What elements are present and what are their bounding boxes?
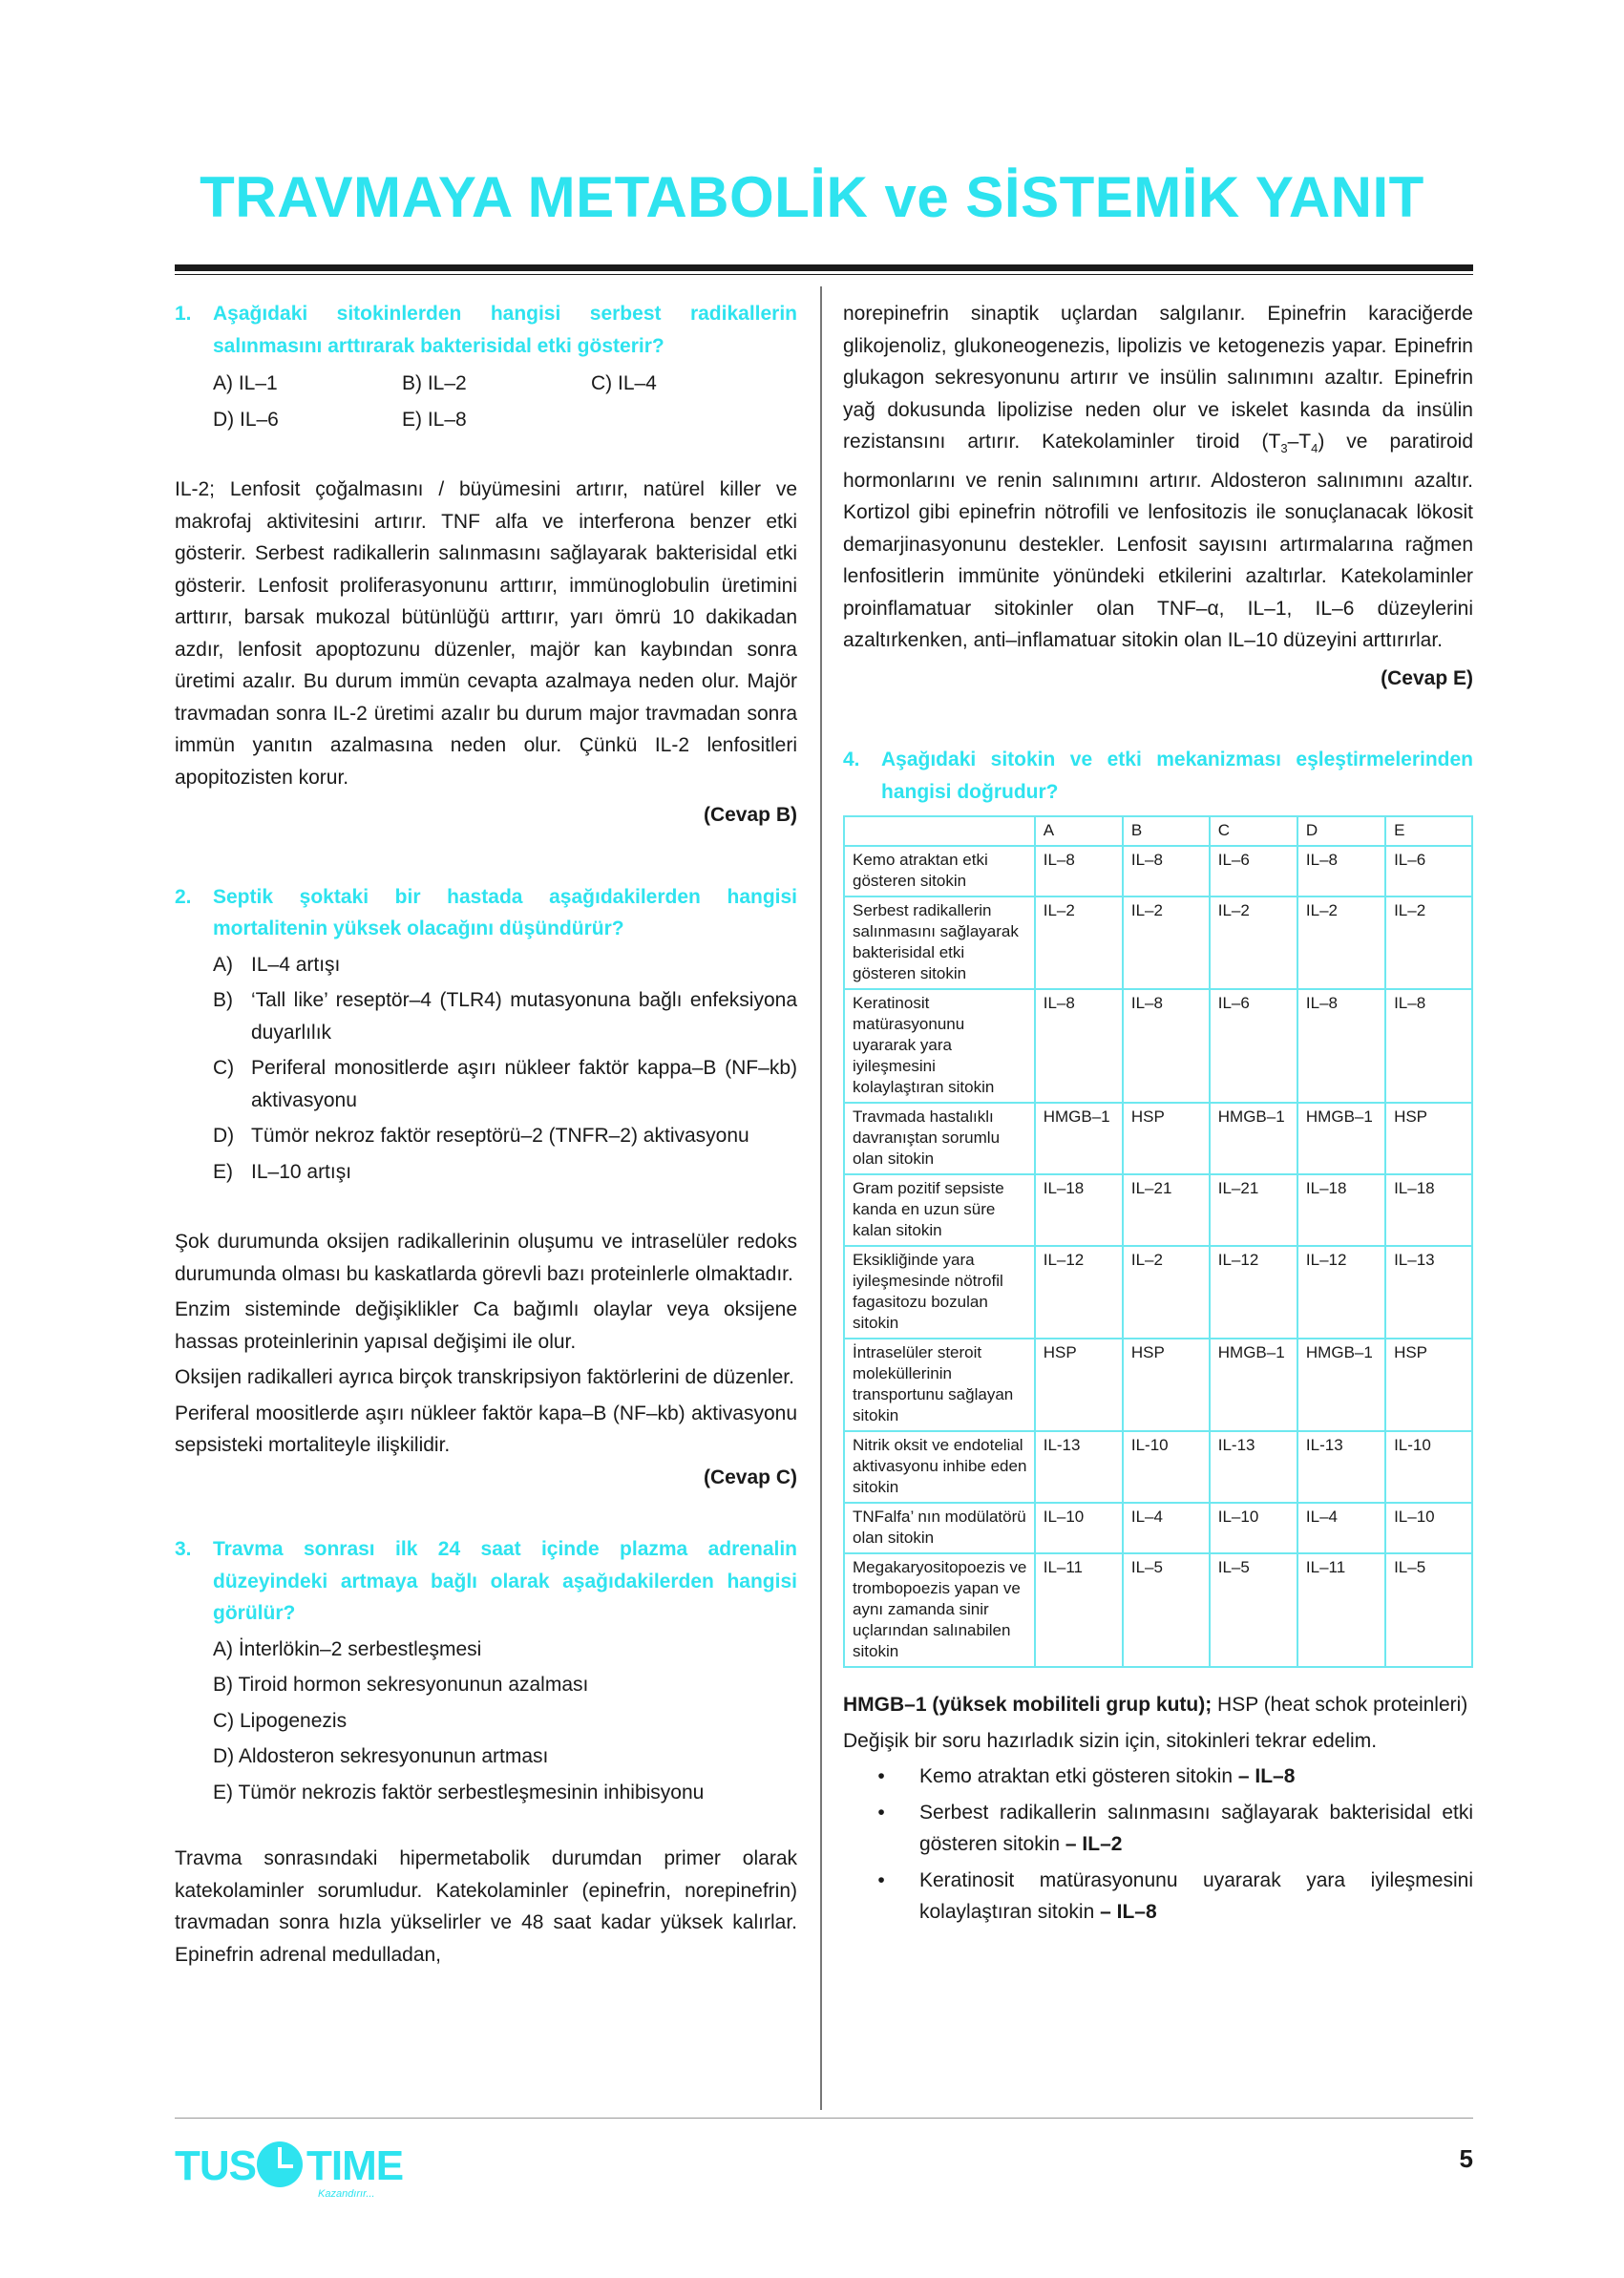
question-2-explanation-4: Periferal moositlerde aşırı nükleer faktör kapa–B (NF–kb) aktivasyonu sepsisteki mortaliteyle ilişkilidir. [175, 1402, 797, 1456]
table-cell: IL–8 [1123, 989, 1210, 1103]
question-3 [175, 1533, 797, 1630]
table-cell: IL–5 [1210, 1553, 1297, 1667]
table-row-label: Serbest radikallerin salınmasını sağlayarak bakterisidal etki gösteren sitokin [844, 896, 1035, 989]
question-4 [843, 744, 1473, 808]
table-cell: IL–12 [1035, 1246, 1123, 1339]
option-e: E) IL–10 artışı [213, 1160, 352, 1183]
table-cell: IL-13 [1035, 1431, 1123, 1503]
option-d: D) IL–6 [213, 408, 279, 431]
table-cell: HSP [1123, 1103, 1210, 1174]
table-cell: IL–2 [1123, 896, 1210, 989]
table-cell: HMGB–1 [1210, 1339, 1297, 1431]
table-cell: HMGB–1 [1210, 1103, 1297, 1174]
table-cell: IL–8 [1035, 989, 1123, 1103]
question-2 [175, 881, 797, 945]
logo-text-right: TIME [306, 2142, 404, 2189]
question-2-options [175, 949, 797, 1189]
question-2-explanation-3: Oksijen radikalleri ayrıca birçok transkripsiyon faktörlerini de düzenler. [175, 1366, 794, 1388]
table-cell: IL–2 [1123, 1246, 1210, 1339]
list-item: • Kemo atraktan etki gösteren sitokin – IL–8 [843, 1761, 1473, 1793]
table-cell: IL–8 [1035, 846, 1123, 896]
bullet-dot: • [877, 1765, 885, 1788]
question-3-explanation-right: norepinefrin sinaptik uçlardan salgılanır. Epinefrin karaciğerde glikojenoliz, glukoneogenezis, lipolizis ve ketogenezis yapar. Epinefrin glukagon sekresyonunu artırır ve insülin salınımını azaltır. Epinefrin yağ dokusunda lipolizise neden olur ve iskelet kasında da insülin rezistansını artırır. Katekolaminler tiroid $(T_3-T_4)$ ve paratiroid hormonlarını ve renin salınımını artırır. Aldosteron salınımını azaltır. Kortizol gibi epinefrin nötrofili ve lenfositozis ile sonuçlanacak lökosit demarjinasyonunu destekler. Lenfosit sayısını artırmalarına rağmen lenfositlerin immünite yönündeki etkilerini azaltırlar. Katekolaminler proinflamatuar sitokinler olan TNF–α, IL–1, IL–6 düzeylerini azaltırkenken, anti–inflamatuar sitokin olan IL–10 düzeyini arttırırlar. [843, 303, 1474, 652]
table-cell: HSP [1123, 1339, 1210, 1431]
list-item: • Keratinosit matürasyonunu uyararak yara iyileşmesini kolaylaştıran sitokin – IL–8 [843, 1865, 1473, 1929]
page-number: 5 [1459, 2144, 1473, 2173]
table-row-label: TNFalfa’ nın modülatörü olan sitokin [844, 1503, 1035, 1553]
question-number: 4. [843, 749, 860, 771]
question-1-options [175, 368, 797, 435]
option-e: E) IL–8 [402, 408, 467, 431]
table-cell: HSP [1385, 1103, 1472, 1174]
table-cell: IL–8 [1123, 846, 1210, 896]
cytokine-table [843, 815, 1473, 1668]
table-cell: IL–4 [1297, 1503, 1385, 1553]
table-cell: E [1385, 816, 1472, 846]
table-cell: IL–2 [1297, 896, 1385, 989]
table-cell: IL–2 [1035, 896, 1123, 989]
title-rule [175, 264, 1473, 271]
option-c: C) IL–4 [591, 372, 657, 394]
table-row-label: Keratinosit matürasyonunu uyararak yara iyileşmesini kolaylaştıran sitokin [844, 989, 1035, 1103]
question-4-note: HMGB–1 (yüksek mobiliteli grup kutu); HSP (heat schok proteinleri) [843, 1694, 1468, 1717]
table-row-label: Travmada hastalıklı davranıştan sorumlu olan sitokin [844, 1103, 1035, 1174]
left-column [175, 298, 797, 1971]
table-cell: IL–5 [1123, 1553, 1210, 1667]
title-rule-thin [175, 274, 1473, 275]
table-row [844, 1103, 1472, 1174]
question-2-answer: (Cevap C) [703, 1466, 797, 1488]
option-e: E) Tümör nekrozis faktör serbestleşmesinin inhibisyonu [213, 1781, 705, 1803]
table-cell: IL–8 [1385, 989, 1472, 1103]
table-cell: IL–4 [1123, 1503, 1210, 1553]
clock-icon [257, 2141, 303, 2187]
footer-rule [175, 2118, 1473, 2119]
option-b: B) ‘Tall like’ reseptör–4 (TLR4) mutasyonuna bağlı enfeksiyona duyarlılık [213, 989, 797, 1044]
table-cell: HMGB–1 [1297, 1339, 1385, 1431]
summary-list [843, 1761, 1473, 1929]
table-cell: IL–18 [1385, 1174, 1472, 1246]
table-cell: HSP [1035, 1339, 1123, 1431]
option-c: C) Periferal monositlerde aşırı nükleer faktör kappa–B (NF–kb) aktivasyonu [213, 1057, 797, 1111]
option-d: D) Aldosteron sekresyonunun artması [213, 1745, 549, 1767]
option-a: A) İnterlökin–2 serbestleşmesi [213, 1637, 482, 1660]
table-cell: IL–8 [1297, 989, 1385, 1103]
table-row-label: Kemo atraktan etki gösteren sitokin [844, 846, 1035, 896]
question-2-explanation-2: Enzim sisteminde değişiklikler Ca bağımlı olaylar veya oksijene hassas proteinlerinin yapısal değişimi ile olur. [175, 1298, 797, 1353]
table-cell: IL–10 [1385, 1503, 1472, 1553]
question-1-answer: (Cevap B) [703, 804, 797, 826]
table-cell: IL–6 [1385, 846, 1472, 896]
table-cell: D [1297, 816, 1385, 846]
table-row [844, 1174, 1472, 1246]
table-cell: IL–6 [1210, 989, 1297, 1103]
table-row [844, 1503, 1472, 1553]
list-item: • Serbest radikallerin salınmasını sağlayarak bakterisidal etki gösteren sitokin – IL–2 [843, 1797, 1473, 1861]
question-text: Aşağıdaki sitokinlerden hangisi serbest radikallerin salınmasını arttırarak bakterisidal etki gösterir? [213, 303, 797, 357]
option-c: C) Lipogenezis [213, 1709, 348, 1732]
question-4-intro: Değişik bir soru hazırladık sizin için, sitokinleri tekrar edelim. [843, 1729, 1378, 1752]
logo-text-left: TUS [175, 2142, 256, 2189]
table-row-label [844, 816, 1035, 846]
table-cell: IL–12 [1297, 1246, 1385, 1339]
table-row [844, 1553, 1472, 1667]
brand-logo [175, 2137, 404, 2204]
table-cell: C [1210, 816, 1297, 846]
question-text: Travma sonrası ilk 24 saat içinde plazma adrenalin düzeyindeki artmaya bağlı olarak aşağıdakilerden hangisi görülür? [213, 1538, 797, 1624]
table-cell: IL-13 [1210, 1431, 1297, 1503]
table-cell: IL–8 [1297, 846, 1385, 896]
table-cell: IL-10 [1385, 1431, 1472, 1503]
page-title: TRAVMAYA METABOLİK ve SİSTEMİK YANIT [200, 165, 1424, 229]
table-row-label: Nitrik oksit ve endotelial aktivasyonu inhibe eden sitokin [844, 1431, 1035, 1503]
question-number: 2. [175, 885, 192, 908]
table-row [844, 896, 1472, 989]
table-cell: IL–11 [1297, 1553, 1385, 1667]
option-b: B) IL–2 [402, 372, 467, 394]
table-cell: IL–21 [1123, 1174, 1210, 1246]
table-row [844, 1339, 1472, 1431]
table-cell: IL–6 [1210, 846, 1297, 896]
table-cell: IL–10 [1210, 1503, 1297, 1553]
bullet-dot: • [877, 1801, 885, 1824]
table-row-label: Eksikliğinde yara iyileşmesinde nötrofil fagasitozu bozulan sitokin [844, 1246, 1035, 1339]
table-cell: IL–18 [1035, 1174, 1123, 1246]
table-row-label: Gram pozitif sepsiste kanda en uzun süre kalan sitokin [844, 1174, 1035, 1246]
table-cell: HMGB–1 [1035, 1103, 1123, 1174]
table-row [844, 846, 1472, 896]
table-cell: IL-10 [1123, 1431, 1210, 1503]
table-cell: IL–5 [1385, 1553, 1472, 1667]
question-3-options [175, 1634, 797, 1809]
table-cell: IL–12 [1210, 1246, 1297, 1339]
table-row-label: İntraselüler steroit moleküllerinin transportunu sağlayan sitokin [844, 1339, 1035, 1431]
option-a: A) IL–4 artışı [213, 953, 341, 976]
question-3-answer: (Cevap E) [1381, 666, 1473, 689]
table-row-label: Megakaryositopoezis ve trombopoezis yapan ve aynı zamanda sinir uçlarından salınabilen sitokin [844, 1553, 1035, 1667]
column-separator [820, 286, 822, 2110]
table-cell: IL–18 [1297, 1174, 1385, 1246]
table-cell: IL–13 [1385, 1246, 1472, 1339]
table-row [844, 1246, 1472, 1339]
question-number: 1. [175, 303, 192, 325]
table-cell: HSP [1385, 1339, 1472, 1431]
table-cell: IL–11 [1035, 1553, 1123, 1667]
table-row [844, 989, 1472, 1103]
option-a: A) IL–1 [213, 372, 278, 394]
question-text: Septik şoktaki bir hastada aşağıdakilerden hangisi mortalitenin yüksek olacağını düşündürür? [213, 885, 797, 939]
option-d: D) Tümör nekroz faktör reseptörü–2 (TNFR–2) aktivasyonu [213, 1125, 749, 1147]
table-cell: HMGB–1 [1297, 1103, 1385, 1174]
table-cell: IL–10 [1035, 1503, 1123, 1553]
right-column [843, 298, 1473, 1932]
table-cell: B [1123, 816, 1210, 846]
table-cell: A [1035, 816, 1123, 846]
option-b: B) Tiroid hormon sekresyonunun azalması [213, 1674, 589, 1696]
table-cell: IL–21 [1210, 1174, 1297, 1246]
table-header-row [844, 816, 1472, 846]
question-text: Aşağıdaki sitokin ve etki mekanizması eşleştirmelerinden hangisi doğrudur? [881, 749, 1473, 803]
question-number: 3. [175, 1538, 192, 1560]
table-cell: IL–2 [1210, 896, 1297, 989]
bullet-dot: • [877, 1868, 885, 1891]
logo-tagline: Kazandırır... [318, 2188, 375, 2200]
table-cell: IL–2 [1385, 896, 1472, 989]
table-row [844, 1431, 1472, 1503]
table-cell: IL-13 [1297, 1431, 1385, 1503]
question-3-explanation-left: Travma sonrasındaki hipermetabolik durumdan primer olarak katekolaminler sorumludur. Katekolaminler (epinefrin, norepinefrin) travmadan sonra hızla yükselirler ve 48 saat kadar yüksek kalırlar. Epinefrin adrenal medulladan, [175, 1847, 797, 1966]
question-1 [175, 298, 797, 362]
question-1-explanation: IL-2; Lenfosit çoğalmasını / büyümesini artırır, natürel killer ve makrofaj aktivitesini artırır. TNF alfa ve interferona benzer etki gösterir. Serbest radikallerin salınmasını sağlayarak bakterisidal etki gösterir. Lenfosit proliferasyonunu arttırır, immünoglobulin üretimini arttırır, barsak mukozal bütünlüğü arttırır, yarı ömrü 10 dakikadan azdır, lenfosit apoptozunu düzenler, majör kan kaybından sonra üretimi azalır. Bu durum immün cevapta azalmaya neden olur. Majör travmadan sonra IL-2 üretimi azalır bu durum major travmadan sonra immün yanıtın azalmasına neden olur. Çünkü IL-2 lenfositleri apopitozisten korur. [175, 478, 797, 789]
question-2-explanation-1: Şok durumunda oksijen radikallerinin oluşumu ve intraselüler redoks durumunda olması bu kaskatlarda görevli bazı proteinlerle olmaktadır. [175, 1231, 797, 1285]
